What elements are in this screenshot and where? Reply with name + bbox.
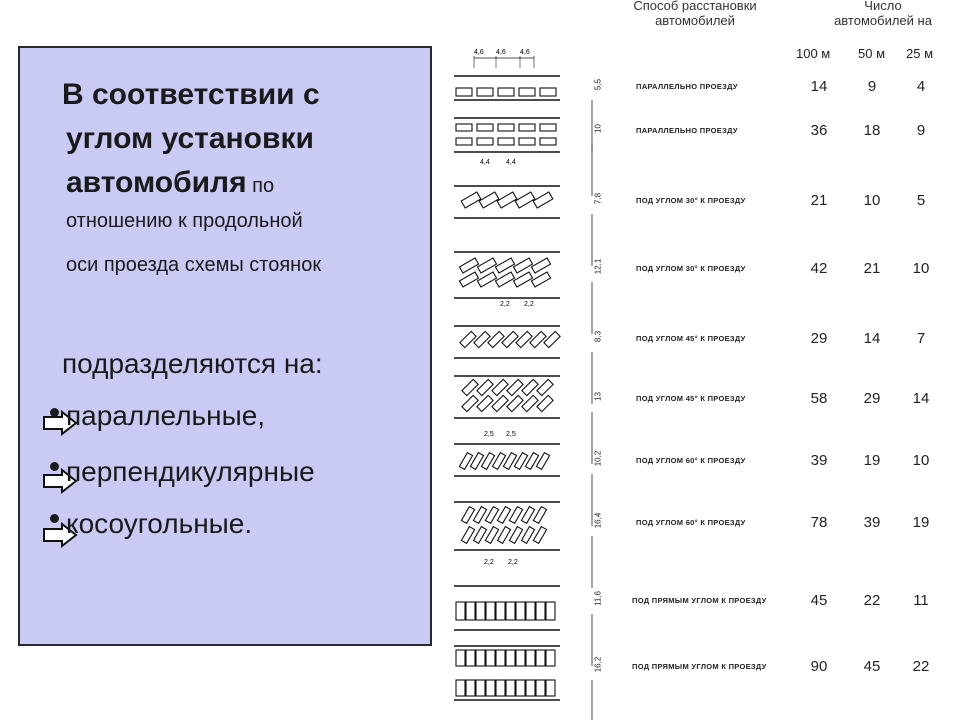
row-count-25: 10	[912, 260, 930, 277]
row-count-25: 9	[916, 122, 926, 139]
car-slot	[485, 507, 498, 524]
row-count-100: 39	[810, 452, 828, 469]
row-count-100: 21	[810, 192, 828, 209]
row-dimension: 5,5	[593, 78, 603, 91]
method-header-line-2: автомобилей	[655, 13, 735, 28]
method-header-line-1: Способ расстановки	[633, 0, 757, 13]
col-header-100: 100 м	[796, 46, 831, 61]
car-slot	[486, 650, 495, 666]
count-header-line-1: Число	[864, 0, 902, 13]
car-slot	[536, 650, 545, 666]
car-slot	[456, 88, 472, 96]
row-method-label: ПОД УГЛОМ 30° К ПРОЕЗДУ	[636, 264, 746, 273]
car-slot	[506, 680, 515, 696]
car-slot	[459, 272, 478, 287]
panel-line-6: подразделяются на:	[62, 348, 323, 379]
car-slot	[530, 331, 546, 347]
car-slot	[496, 602, 505, 620]
car-slot	[540, 124, 556, 131]
row-dimension: 11,6	[593, 591, 603, 606]
car-slot	[516, 602, 525, 620]
car-slot	[516, 650, 525, 666]
car-slot	[473, 527, 486, 544]
row-count-25: 10	[912, 452, 930, 469]
car-slot	[474, 331, 490, 347]
car-slot	[462, 395, 478, 411]
car-slot	[531, 272, 550, 287]
car-slot	[495, 272, 514, 287]
top-dimension-label: 4,6	[474, 49, 484, 56]
row-method-label: ПОД ПРЯМЫМ УГЛОМ К ПРОЕЗДУ	[632, 662, 767, 671]
car-slot	[498, 138, 514, 145]
car-slot	[507, 379, 523, 395]
car-slot	[456, 138, 472, 145]
car-slot	[536, 602, 545, 620]
panel-line-4: отношению к продольной	[66, 210, 303, 232]
car-slot	[497, 192, 517, 208]
car-slot	[462, 379, 478, 395]
row-count-25: 7	[916, 330, 926, 347]
col-header-50: 50 м	[858, 46, 886, 61]
car-slot	[537, 395, 553, 411]
car-slot	[486, 602, 495, 620]
row-count-50: 18	[863, 122, 881, 139]
row-dimension: 12,1	[593, 258, 603, 275]
row-count-100: 78	[810, 514, 828, 531]
car-slot	[519, 88, 535, 96]
row-count-25: 14	[912, 390, 930, 407]
car-slot	[519, 138, 535, 145]
car-slot	[521, 527, 534, 544]
car-slot	[477, 272, 496, 287]
row-count-50: 9	[867, 78, 877, 95]
list-item-parallel: параллельные,	[66, 400, 266, 431]
parking-diagram	[440, 40, 600, 720]
row-count-25: 4	[916, 78, 926, 95]
row-method-label: ПОД ПРЯМЫМ УГЛОМ К ПРОЕЗДУ	[632, 596, 767, 605]
top-dimension-label: 2,5	[484, 431, 494, 438]
row-count-50: 10	[863, 192, 881, 209]
row-count-50: 39	[863, 514, 881, 531]
car-slot	[498, 124, 514, 131]
panel-line-1: В соответствии с	[62, 78, 320, 111]
car-slot	[456, 124, 472, 131]
car-slot	[513, 258, 532, 273]
row-count-100: 42	[810, 260, 828, 277]
car-slot	[477, 88, 493, 96]
car-slot	[509, 507, 522, 524]
car-slot	[466, 650, 475, 666]
car-slot	[521, 507, 534, 524]
row-dimension: 16,2	[593, 656, 603, 673]
car-slot	[533, 192, 553, 208]
car-slot	[456, 650, 465, 666]
car-slot	[546, 650, 555, 666]
row-count-50: 22	[863, 592, 881, 609]
car-slot	[522, 395, 538, 411]
top-dimension-label: 2,2	[500, 301, 510, 308]
car-slot	[519, 124, 535, 131]
row-method-label: ПАРАЛЛЕЛЬНО ПРОЕЗДУ	[636, 126, 738, 135]
car-slot	[479, 192, 499, 208]
car-slot	[497, 507, 510, 524]
car-slot	[466, 602, 475, 620]
car-slot	[540, 138, 556, 145]
top-dimension-label: 4,6	[520, 49, 530, 56]
panel-line-5: оси проезда схемы стоянок	[66, 254, 322, 276]
row-dimension: 10	[593, 124, 603, 133]
row-dimension: 13	[593, 392, 603, 401]
car-slot	[537, 379, 553, 395]
car-slot	[476, 602, 485, 620]
method-header	[600, 0, 790, 28]
car-slot	[502, 331, 518, 347]
row-count-100: 14	[810, 78, 828, 95]
car-slot	[466, 680, 475, 696]
top-dimension-label: 4,4	[506, 159, 516, 166]
row-dimension: 10,2	[593, 450, 603, 467]
row-count-100: 58	[810, 390, 828, 407]
car-slot	[492, 379, 508, 395]
car-slot	[497, 527, 510, 544]
car-slot	[540, 88, 556, 96]
row-count-100: 45	[810, 592, 828, 609]
count-header	[808, 0, 958, 28]
panel-line-3-normal: по	[246, 175, 275, 197]
row-count-50: 21	[863, 260, 881, 277]
top-dimension-label: 2,5	[506, 431, 516, 438]
list-item-oblique: косоугольные.	[66, 508, 253, 539]
car-slot	[456, 680, 465, 696]
car-slot	[498, 88, 514, 96]
info-panel	[18, 46, 432, 646]
car-slot	[516, 331, 532, 347]
car-slot	[488, 331, 504, 347]
row-method-label: ПАРАЛЛЕЛЬНО ПРОЕЗДУ	[636, 82, 738, 91]
car-slot	[516, 680, 525, 696]
car-slot	[506, 650, 515, 666]
car-slot	[526, 650, 535, 666]
row-dimension: 8,3	[593, 330, 603, 343]
car-slot	[485, 527, 498, 544]
car-slot	[544, 331, 560, 347]
car-slot	[461, 527, 474, 544]
car-slot	[509, 527, 522, 544]
car-slot	[546, 602, 555, 620]
list-item-perpendicular: перпендикулярные	[66, 456, 315, 487]
car-slot	[492, 395, 508, 411]
car-slot	[495, 258, 514, 273]
top-dimension-label: 2,2	[508, 559, 518, 566]
row-dimension: 7,8	[593, 192, 603, 205]
row-count-100: 36	[810, 122, 828, 139]
car-slot	[506, 602, 515, 620]
row-method-label: ПОД УГЛОМ 45° К ПРОЕЗДУ	[636, 394, 746, 403]
row-method-label: ПОД УГЛОМ 60° К ПРОЕЗДУ	[636, 518, 746, 527]
car-slot	[477, 138, 493, 145]
row-count-50: 14	[863, 330, 881, 347]
car-slot	[546, 680, 555, 696]
panel-line-2: углом установки	[66, 122, 314, 155]
car-slot	[456, 602, 465, 620]
car-slot	[461, 507, 474, 524]
count-header-line-2: автомобилей на	[834, 13, 932, 28]
car-slot	[496, 680, 505, 696]
panel-line-3-bold: автомобиля	[66, 166, 247, 199]
car-slot	[526, 602, 535, 620]
row-count-25: 19	[912, 514, 930, 531]
car-slot	[477, 124, 493, 131]
car-slot	[536, 680, 545, 696]
row-count-50: 29	[863, 390, 881, 407]
row-method-label: ПОД УГЛОМ 45° К ПРОЕЗДУ	[636, 334, 746, 343]
row-count-100: 29	[810, 330, 828, 347]
car-slot	[515, 192, 535, 208]
top-dimension-label: 4,6	[496, 49, 506, 56]
car-slot	[526, 680, 535, 696]
car-slot	[486, 680, 495, 696]
car-slot	[477, 258, 496, 273]
car-slot	[507, 395, 523, 411]
car-slot	[522, 379, 538, 395]
car-slot	[531, 258, 550, 273]
row-count-25: 22	[912, 658, 930, 675]
row-method-label: ПОД УГЛОМ 60° К ПРОЕЗДУ	[636, 456, 746, 465]
car-slot	[476, 650, 485, 666]
car-slot	[459, 258, 478, 273]
top-dimension-label: 2,2	[484, 559, 494, 566]
car-slot	[533, 527, 546, 544]
car-slot	[473, 507, 486, 524]
car-slot	[513, 272, 532, 287]
row-dimension: 16,4	[593, 512, 603, 529]
top-dimension-label: 4,4	[480, 159, 490, 166]
row-count-50: 19	[863, 452, 881, 469]
car-slot	[476, 680, 485, 696]
car-slot	[461, 192, 481, 208]
car-slot	[460, 331, 476, 347]
row-count-25: 11	[913, 592, 929, 609]
panel-line-3	[66, 166, 274, 200]
car-slot	[477, 395, 493, 411]
car-slot	[477, 379, 493, 395]
col-header-25: 25 м	[906, 46, 934, 61]
row-count-100: 90	[810, 658, 828, 675]
top-dimension-label: 2,2	[524, 301, 534, 308]
car-slot	[496, 650, 505, 666]
row-method-label: ПОД УГЛОМ 30° К ПРОЕЗДУ	[636, 196, 746, 205]
row-count-50: 45	[863, 658, 881, 675]
row-count-25: 5	[916, 192, 926, 209]
car-slot	[533, 507, 546, 524]
